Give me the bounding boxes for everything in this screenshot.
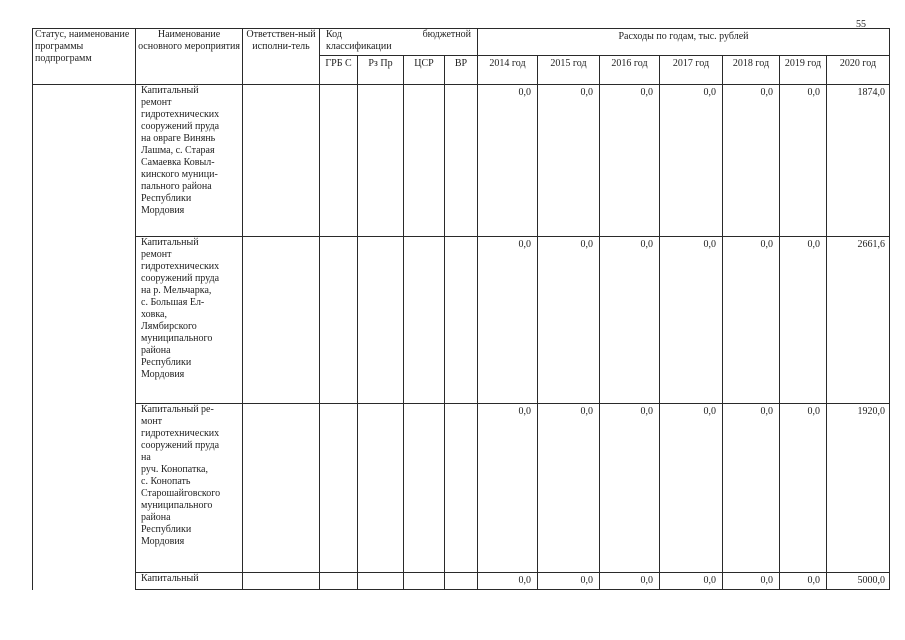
value-2017: 0,0 [660,573,723,590]
value-2019: 0,0 [780,237,827,404]
table-row [33,237,890,404]
kbk-vr-cell [445,404,478,573]
row-name: Капитальный ре- монт гидротехнических сооружений пруда на руч. Конопатка, с. Конопать Старошайговского муниципального района Республики Мордовия [136,404,243,573]
header-kbk-right: бюджетной [422,29,471,40]
responsible-cell [243,573,320,590]
header-year-2017: 2017 год [660,56,723,85]
header-kbk [320,29,478,56]
header-expenses-text: Расходы по годам, тыс. рублей [618,31,749,42]
header-status-text: Статус, наименование программы подпрограмм [35,29,130,64]
value-2017: 0,0 [660,237,723,404]
value-2014: 0,0 [478,573,538,590]
kbk-csr-cell [404,85,445,237]
header-year-2020: 2020 год [827,56,890,85]
row-name: Капитальный ремонт гидротехнических сооружений пруда на овраге Винянь Лашма, с. Старая Самаевка Ковыл- кинского муници- пального района Республики Мордовия [136,85,243,237]
header-kbk-rzpr: Рз Пр [358,56,404,85]
value-2017: 0,0 [660,404,723,573]
kbk-csr-cell [404,573,445,590]
value-2019: 0,0 [780,404,827,573]
kbk-csr-cell [404,404,445,573]
value-2014: 0,0 [478,85,538,237]
value-2015: 0,0 [538,85,600,237]
kbk-grbs-cell [320,237,358,404]
header-kbk-csr: ЦСР [404,56,445,85]
value-2016: 0,0 [600,85,660,237]
table-row [33,85,890,237]
value-2019: 0,0 [780,85,827,237]
table-row [33,573,890,590]
header-year-2018: 2018 год [723,56,780,85]
header-year-2019: 2019 год [780,56,827,85]
kbk-vr-cell [445,237,478,404]
value-2020: 5000,0 [827,573,890,590]
kbk-csr-cell [404,237,445,404]
kbk-grbs-cell [320,85,358,237]
header-kbk-vr: ВР [445,56,478,85]
kbk-vr-cell [445,573,478,590]
header-name [136,29,243,85]
value-2014: 0,0 [478,404,538,573]
responsible-cell [243,237,320,404]
value-2015: 0,0 [538,237,600,404]
header-kbk-line2: классификации [326,41,392,52]
kbk-grbs-cell [320,573,358,590]
kbk-rzpr-cell [358,85,404,237]
value-2016: 0,0 [600,573,660,590]
header-year-2015: 2015 год [538,56,600,85]
table-row [33,404,890,573]
kbk-rzpr-cell [358,237,404,404]
kbk-grbs-cell [320,404,358,573]
expenses-table [32,28,890,590]
status-cell [33,85,136,590]
page-number: 55 [856,19,866,30]
value-2018: 0,0 [723,573,780,590]
value-2018: 0,0 [723,85,780,237]
header-responsible-text: Ответствен-ный исполни-тель [246,29,316,52]
header-status [33,29,136,85]
kbk-vr-cell [445,85,478,237]
value-2016: 0,0 [600,237,660,404]
header-kbk-grbs: ГРБ С [320,56,358,85]
value-2014: 0,0 [478,237,538,404]
value-2015: 0,0 [538,573,600,590]
row-name: Капитальный ремонт гидротехнических сооружений пруда на р. Мельчарка, с. Большая Ел- ховка, Лямбирского муниципального района Республики Мордовия [136,237,243,404]
value-2018: 0,0 [723,237,780,404]
kbk-rzpr-cell [358,573,404,590]
value-2020: 1920,0 [827,404,890,573]
value-2020: 2661,6 [827,237,890,404]
value-2017: 0,0 [660,85,723,237]
header-year-2014: 2014 год [478,56,538,85]
header-kbk-left: Код [326,29,342,40]
value-2015: 0,0 [538,404,600,573]
row-name: Капитальный [136,573,243,590]
header-expenses [478,29,890,56]
responsible-cell [243,404,320,573]
header-name-text: Наименование основного мероприятия [138,29,240,52]
value-2016: 0,0 [600,404,660,573]
value-2020: 1874,0 [827,85,890,237]
header-year-2016: 2016 год [600,56,660,85]
value-2019: 0,0 [780,573,827,590]
responsible-cell [243,85,320,237]
kbk-rzpr-cell [358,404,404,573]
value-2018: 0,0 [723,404,780,573]
header-responsible [243,29,320,85]
